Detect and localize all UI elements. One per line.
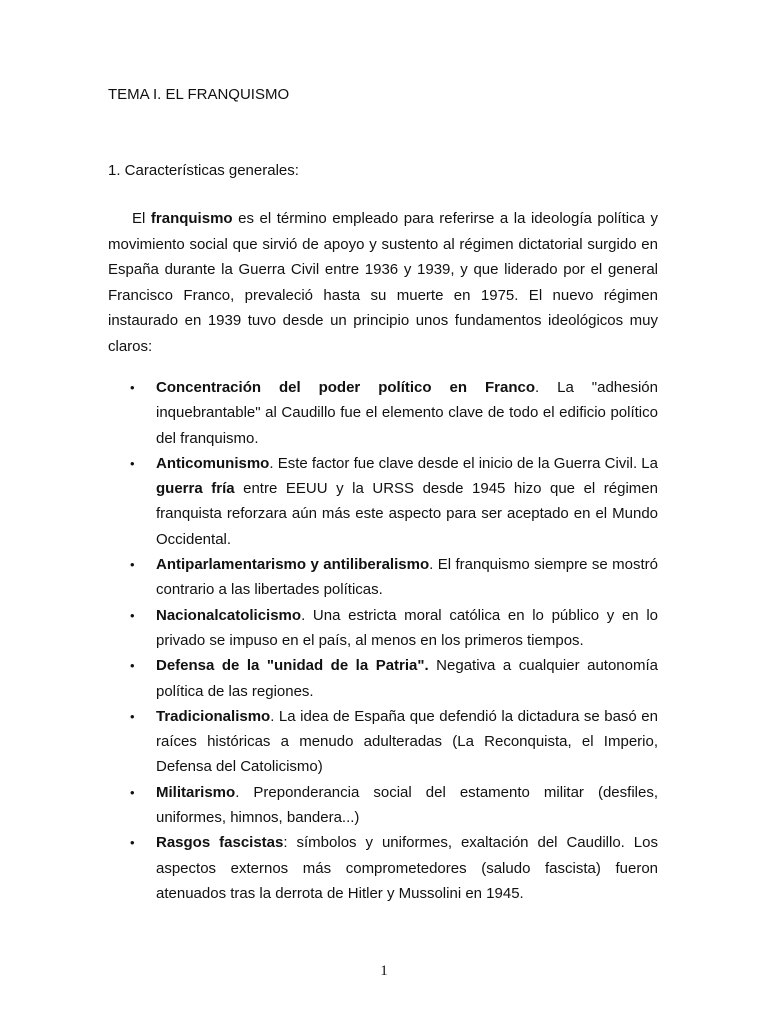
intro-paragraph xyxy=(108,206,658,360)
item-term: Rasgos fascistas xyxy=(156,834,284,852)
item-text: . Preponderancia social del estamento militar (desfiles, uniformes, himnos, bandera...) xyxy=(156,783,658,827)
bullet-icon: • xyxy=(130,835,135,851)
bullet-icon: • xyxy=(130,784,135,800)
item-term: Antiparlamentarismo y antiliberalismo xyxy=(156,556,430,574)
section-heading: 1. Características generales: xyxy=(108,162,299,179)
item-term: Nacionalcatolicismo xyxy=(156,606,302,624)
item-term: Anticomunismo xyxy=(156,454,270,472)
bullet-icon: • xyxy=(130,557,135,573)
item-text: . Una estricta moral católica en lo público y en lo privado se impuso en el país, al menos en los primeros tiempos. xyxy=(156,606,658,649)
bullet-icon: • xyxy=(130,708,135,724)
list-item-fascist-traits xyxy=(108,830,658,906)
intro-term: franquismo xyxy=(150,210,233,227)
list-item-anticommunism xyxy=(108,451,658,552)
item-term-secondary: guerra fría xyxy=(156,480,235,498)
list-item-nationalcatholicism xyxy=(108,603,658,654)
page-number: 1 xyxy=(380,963,388,979)
item-text: . La "adhesión inquebrantable" al Caudillo fue el elemento clave de todo el edificio político del franquismo. xyxy=(156,379,658,447)
item-term: Tradicionalismo xyxy=(156,707,271,725)
item-text: Negativa a cualquier autonomía política de las regiones. xyxy=(156,657,658,700)
bullet-icon: • xyxy=(130,380,135,395)
intro-pre: El xyxy=(132,210,151,227)
document-title: TEMA I. EL FRANQUISMO xyxy=(108,86,290,103)
list-item-antiparliamentarism xyxy=(108,552,658,603)
item-text: . La idea de España que defendió la dictadura se basó en raíces históricas a menudo adulteradas (La Reconquista, el Imperio, Defensa del Catolicismo) xyxy=(156,707,658,776)
list-item-unity xyxy=(108,653,658,704)
bullet-icon: • xyxy=(130,607,135,623)
characteristics-list xyxy=(108,375,658,906)
list-item-traditionalism xyxy=(108,704,658,780)
list-item-power xyxy=(108,375,658,451)
bullet-icon: • xyxy=(130,658,135,674)
item-term: Militarismo xyxy=(156,783,236,801)
item-text: : símbolos y uniformes, exaltación del Caudillo. Los aspectos externos más comprometedores (saludo fascista) fueron atenuados tras la derrota de Hitler y Mussolini en 1945. xyxy=(156,834,658,902)
intro-rest: es el término empleado para referirse a la ideología política y movimiento social que sirvió de apoyo y sustento al régimen dictatorial surgido en España durante la Guerra Civil entre 1936 y 1939, y que liderado por el general Francisco Franco, prevaleció hasta su muerte en 1975. El nuevo régimen instaurado en 1939 tuvo desde un principio unos fundamentos ideológicos muy claros: xyxy=(108,210,658,355)
list-item-militarism xyxy=(108,780,658,831)
item-term: Concentración del poder político en Franco xyxy=(156,379,535,396)
item-term: Defensa de la "unidad de la Patria". xyxy=(156,657,429,675)
item-text: . Este factor fue clave desde el inicio de la Guerra Civil. La xyxy=(269,454,658,472)
item-text: . El franquismo siempre se mostró contrario a las libertades políticas. xyxy=(156,556,659,599)
bullet-icon: • xyxy=(130,455,135,471)
item-text-secondary: entre EEUU y la URSS desde 1945 hizo que el régimen franquista reforzara aún más este aspecto para ser aceptado en el Mundo Occidental. xyxy=(156,480,658,548)
